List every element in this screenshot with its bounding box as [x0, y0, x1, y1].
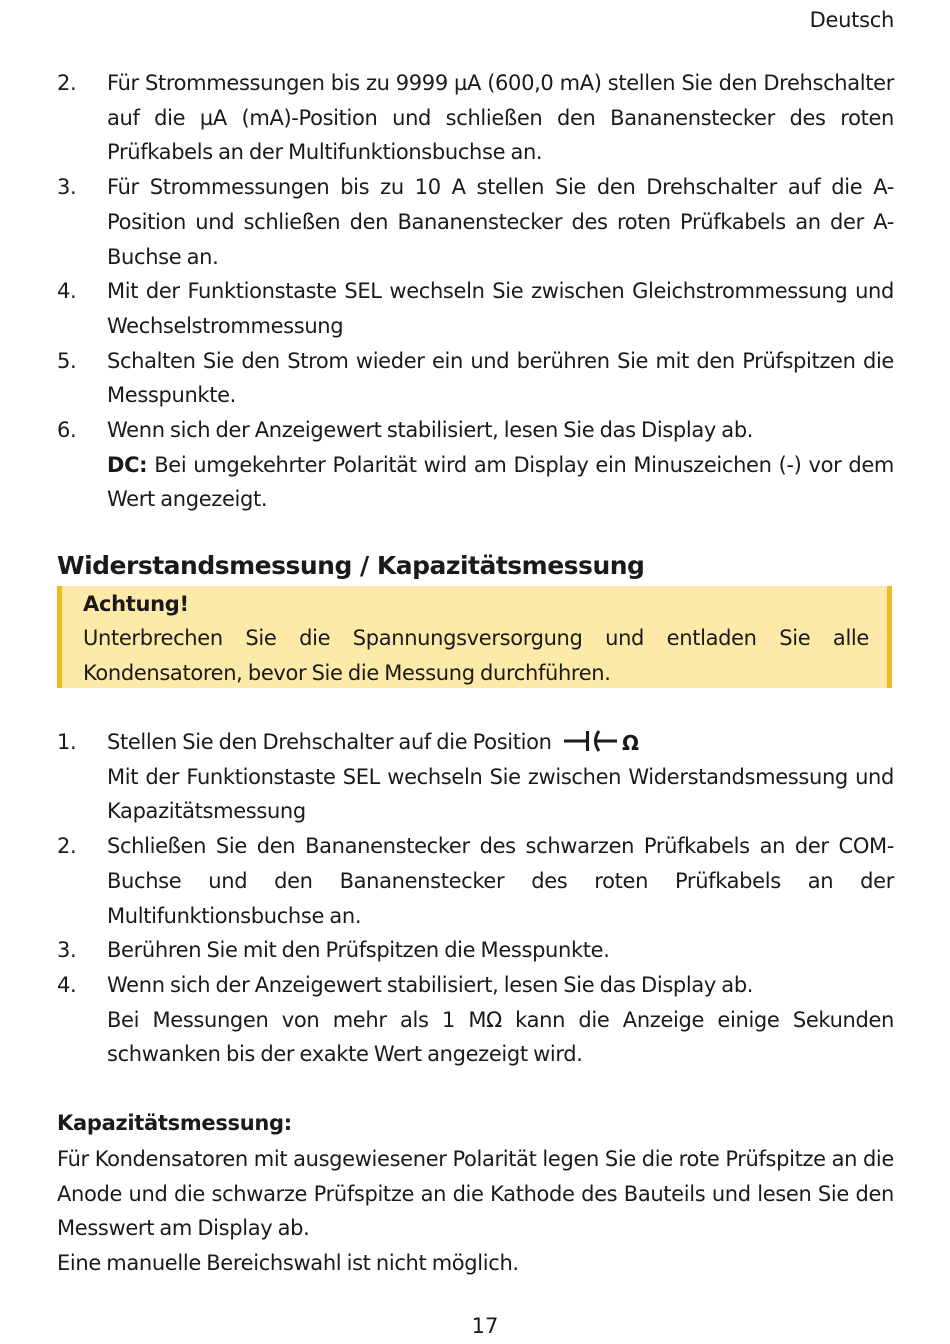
list-item [57, 933, 894, 968]
warning-box [57, 586, 892, 688]
list-item [57, 66, 894, 170]
list-item [57, 829, 894, 933]
list-number: 2. [57, 71, 77, 95]
dc-note: Bei umgekehrter Polarität wird am Display ein Minuszeichen (-) vor dem Wert angezeigt. [107, 452, 894, 512]
list-number: 3. [57, 938, 77, 963]
language-label: Deutsch [809, 8, 894, 32]
list-text-line: Mit der Funktionstaste SEL wechseln Sie zwischen Widerstandsmessung und Kapazitätsmessung [107, 764, 894, 824]
list-text: Schalten Sie den Strom wieder ein und berühren Sie mit den Prüfspitzen die Messpunkte. [107, 348, 894, 408]
list-number: 2. [57, 834, 77, 859]
list-item [57, 170, 894, 274]
step-text: Stellen Sie den Drehschalter auf die Position [107, 730, 552, 754]
list-text-line: Wenn sich der Anzeigewert stabilisiert, lesen Sie das Display ab. [107, 972, 754, 997]
list-number: 3. [57, 175, 77, 200]
section-title: Widerstandsmessung / Kapazitätsmessung [57, 551, 645, 580]
list-item [57, 274, 894, 343]
resistance-measurement-steps [57, 725, 894, 1072]
list-item [57, 344, 894, 413]
list-number: 4. [57, 972, 77, 997]
list-text: Für Strommessungen bis zu 10 A stellen Sie den Drehschalter auf die A-Position und schließen den Bananenstecker des roten Prüfkabels an der A-Buchse an. [107, 175, 894, 269]
list-text [107, 413, 894, 517]
list-number: 5. [57, 348, 77, 373]
list-text: Mit der Funktionstaste SEL wechseln Sie zwischen Gleichstrommessung und Wechselstrommessung [107, 279, 894, 338]
list-text-line [107, 725, 894, 760]
list-number: 1. [57, 730, 77, 754]
warning-body: Unterbrechen Sie die Spannungsversorgung und entladen Sie alle Kondensatoren, bevor Sie die Messung durchführen. [83, 626, 869, 685]
list-text-line: Wenn sich der Anzeigewert stabilisiert, lesen Sie das Display ab. [107, 418, 754, 443]
page-number: 17 [471, 1314, 499, 1338]
capacitance-note: Eine manuelle Bereichswahl ist nicht möglich. [57, 1251, 519, 1275]
dc-label: DC: [107, 452, 148, 477]
list-item [57, 968, 894, 1072]
list-text [107, 725, 894, 829]
capacitance-title: Kapazitätsmessung: [57, 1111, 292, 1135]
list-text: Schließen Sie den Bananenstecker des schwarzen Prüfkabels an der COM-Buchse und den Bananenstecker des roten Prüfkabels an der Multifunktionsbuchse an. [107, 834, 894, 928]
list-text-line: Bei Messungen von mehr als 1 MΩ kann die Anzeige einige Sekunden schwanken bis der exakte Wert angezeigt wird. [107, 1007, 894, 1067]
list-number: 4. [57, 279, 77, 304]
current-measurement-steps [57, 66, 894, 517]
list-item [57, 413, 894, 517]
warning-title: Achtung! [83, 592, 189, 616]
capacitor-ohm-icon [562, 729, 648, 753]
list-text: Berühren Sie mit den Prüfspitzen die Messpunkte. [107, 938, 610, 963]
list-text: Für Strommessungen bis zu 9999 µA (600,0 mA) stellen Sie den Drehschalter auf die µA (mA)-Position und schließen den Bananenstecker des roten Prüfkabels an der Multifunktionsbuchse an. [107, 71, 894, 165]
omega-symbol: Ω [621, 731, 639, 753]
capacitance-body: Für Kondensatoren mit ausgewiesener Polarität legen Sie die rote Prüfspitze an die Anode und die schwarze Prüfspitze an die Kathode des Bauteils und lesen Sie den Messwert am Display ab. [57, 1147, 894, 1241]
list-text-line [107, 448, 894, 517]
list-item [57, 725, 894, 829]
list-text [107, 968, 894, 1072]
list-number: 6. [57, 418, 77, 443]
